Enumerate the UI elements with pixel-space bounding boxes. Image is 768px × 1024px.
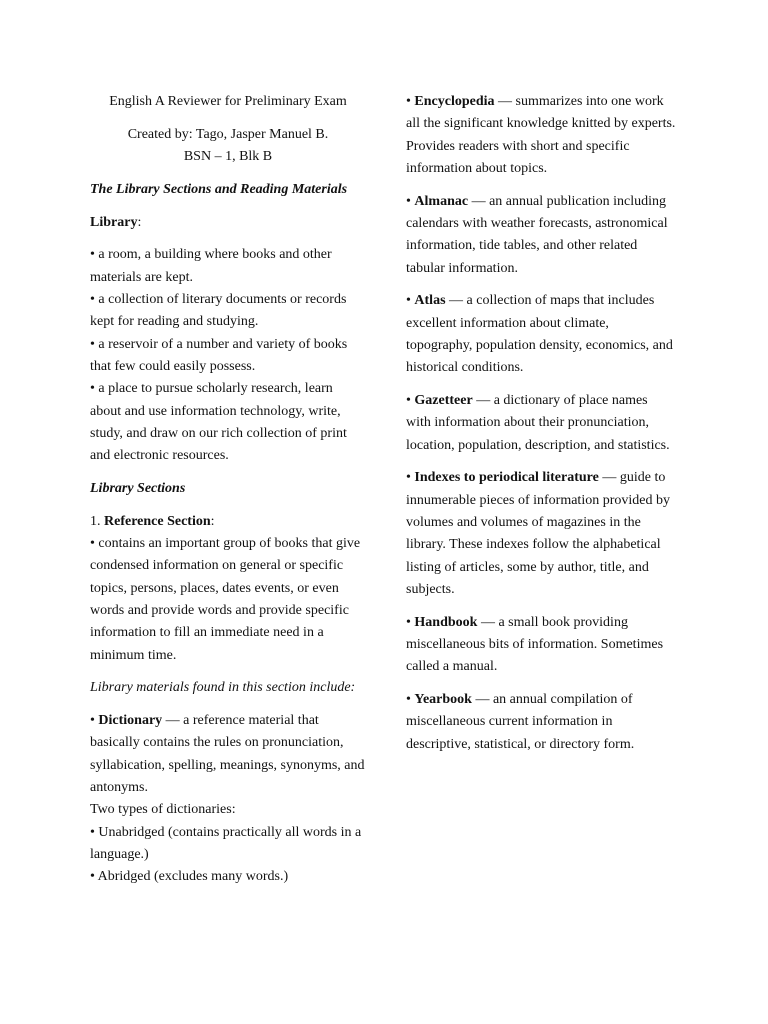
reference-colon: : [210,513,215,529]
library-definitions [90,244,366,467]
entry-description: — summarizes into one work all the significant knowledge knitted by experts. Provides readers with short and specific information about topics. [406,94,676,176]
entry-term: Gazetteer [414,393,473,409]
entry-term: Almanac [414,193,469,209]
encyclopedia-entry [406,91,676,180]
document-title: English A Reviewer for Preliminary Exam [109,94,347,109]
heading-library-sections-materials: The Library Sections and Reading Materials [90,181,348,197]
entry-term: Encyclopedia [414,94,495,109]
entry-description: — an annual compilation of miscellaneous current information in descriptive, statistical, or directory form. [406,692,635,752]
library-definition: • a place to pursue scholarly research, learn about and use information technology, write, study, and draw on our rich collection of print and electronic resources. [90,381,347,464]
entry-term: Atlas [414,293,446,309]
dictionary-type: • Abridged (excludes many words.) [90,869,289,885]
reference-term: Reference Section [104,513,211,529]
right-column [406,91,676,756]
library-colon: : [137,214,142,230]
bullet: • [406,393,415,409]
library-definition: • a room, a building where books and other materials are kept. [90,247,332,285]
entry-term: Yearbook [414,692,472,708]
library-term: Library [90,214,138,230]
entry-description: — an annual publication including calendars with weather forecasts, astronomical information, tide tables, and other related tabular information. [406,193,668,276]
materials-intro: Library materials found in this section include: [90,680,356,696]
almanac-entry [406,191,676,280]
indexes-entry [406,467,676,601]
bullet: • [406,692,415,708]
dictionary-type: • Unabridged (contains practically all words in a language.) [90,824,362,862]
reference-description: • contains an important group of books that give condensed information on general or specific topics, persons, places, dates events, or even words and provide words and provide specific information to fill an immediate need in a minimum time. [90,536,361,663]
bullet: • [406,614,415,630]
bullet: • [406,193,415,209]
yearbook-entry [406,689,676,756]
entry-term: Indexes to periodical literature [414,470,599,486]
author-line: Created by: Tago, Jasper Manuel B. [127,126,329,142]
dictionary-entry [90,710,366,799]
dictionary-description: — a reference material that basically contains the rules on pronunciation, syllabication, spelling, meanings, synonyms, and antonyms. [90,713,365,796]
library-label [90,212,366,234]
class-section-line: BSN – 1, Blk B [183,149,273,165]
heading-library-sections: Library Sections [90,480,186,496]
left-column [90,91,366,889]
reference-number: 1. [90,513,104,529]
bullet: • [406,470,415,486]
library-definition: • a collection of literary documents or records kept for reading and studying. [90,292,347,330]
atlas-entry [406,290,676,379]
library-definition: • a reservoir of a number and variety of books that few could easily possess. [90,336,348,374]
gazetteer-entry [406,390,676,457]
entry-description: — a small book providing miscellaneous bits of information. Sometimes called a manual. [406,614,664,675]
entry-term: Handbook [414,614,478,630]
dictionary-types-intro: Two types of dictionaries: [90,802,236,818]
entry-description: — a dictionary of place names with information about their pronunciation, location, population, description, and statistics. [406,393,670,453]
reference-section-label [90,511,366,533]
entry-description: — a collection of maps that includes excellent information about climate, topography, population density, economics, and historical conditions. [406,293,673,376]
handbook-entry [406,612,676,679]
dictionary-term: Dictionary [98,713,163,729]
bullet: • [406,94,415,109]
bullet: • [90,713,99,729]
entry-description: — guide to innumerable pieces of information provided by volumes and volumes of magazines in the library. These indexes follow the alphabetical listing of articles, some by author, title, and subjects. [406,470,670,597]
bullet: • [406,293,415,309]
